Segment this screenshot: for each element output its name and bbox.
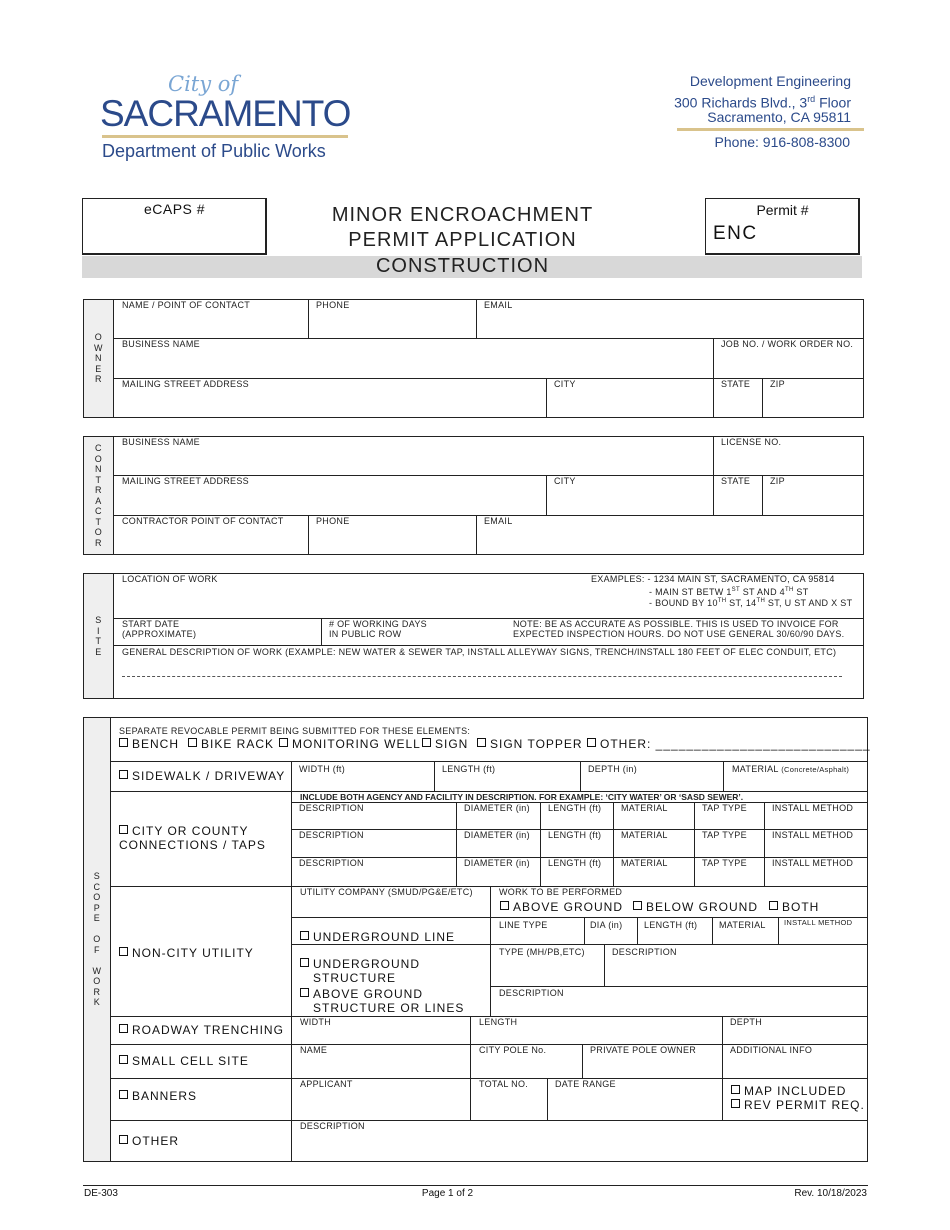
small-cell-checkbox[interactable]: SMALL CELL SITE (119, 1055, 249, 1068)
form-title-line2: PERMIT APPLICATION (348, 229, 577, 251)
sidewalk-length-label: LENGTH (ft) (442, 764, 496, 774)
contractor-state-label: STATE (721, 476, 751, 486)
logo-sacramento: SACRAMENTO (100, 93, 351, 134)
owner-job-label: JOB NO. / WORK ORDER NO. (721, 339, 854, 349)
conn3-description: DESCRIPTION (299, 858, 364, 868)
sidewalk-driveway-checkbox[interactable]: SIDEWALK / DRIVEWAY (119, 770, 285, 783)
underground-structure-label-2: STRUCTURE (313, 971, 396, 985)
city-county-label-2: CONNECTIONS / TAPS (119, 838, 266, 852)
banner-date-range-label: DATE RANGE (555, 1079, 616, 1089)
scope-side-label: S C O P E O F W O R K (92, 871, 102, 1008)
rev-permit-checkbox[interactable]: REV PERMIT REQ. (731, 1099, 865, 1112)
owner-phone-label: PHONE (316, 300, 350, 310)
conn1-diameter: DIAMETER (in) (464, 803, 530, 813)
site-note-2: EXPECTED INSPECTION HOURS. DO NOT USE GENERAL 30/60/90 DAYS. (513, 629, 845, 639)
contractor-contact-label: CONTRACTOR POINT OF CONTACT (122, 516, 284, 526)
conn2-material: MATERIAL (621, 830, 668, 840)
conn1-tap-type: TAP TYPE (702, 803, 747, 813)
ecaps-box[interactable] (82, 198, 267, 255)
element-bike-rack[interactable]: BIKE RACK (188, 738, 274, 751)
trench-width-label: WIDTH (300, 1017, 331, 1027)
ecaps-label: eCAPS # (143, 201, 206, 217)
element-sign-topper[interactable]: SIGN TOPPER (477, 738, 583, 751)
work-performed-label: WORK TO BE PERFORMED (499, 887, 623, 897)
line-type-label: LINE TYPE (499, 920, 548, 930)
above-ground-checkbox[interactable]: ABOVE GROUND (500, 901, 623, 914)
cell-city-pole-label: CITY POLE No. (479, 1045, 547, 1055)
site-section (83, 573, 864, 699)
contractor-zip-label: ZIP (770, 476, 785, 486)
include-note: INCLUDE BOTH AGENCY AND FACILITY IN DESCRIPTION. FOR EXAMPLE: ‘CITY WATER’ OR ‘SASD SEWER’. (300, 792, 744, 802)
conn2-install: INSTALL METHOD (772, 830, 854, 840)
scope-side-label-bg (84, 718, 111, 1161)
conn3-tap-type: TAP TYPE (702, 858, 747, 868)
city-logo (100, 72, 360, 167)
contractor-city-label: CITY (554, 476, 576, 486)
owner-city-label: CITY (554, 379, 576, 389)
conn3-install: INSTALL METHOD (772, 858, 854, 868)
contractor-phone-label: PHONE (316, 516, 350, 526)
line-install-label: INSTALL METHOD (784, 918, 853, 927)
contractor-business-label: BUSINESS NAME (122, 437, 200, 447)
logo-underline (102, 135, 348, 138)
roadway-trenching-checkbox[interactable]: ROADWAY TRENCHING (119, 1024, 284, 1037)
sidewalk-material-label: MATERIAL (Concrete/Asphalt) (732, 764, 850, 774)
permit-label: Permit # (756, 202, 809, 218)
footer-form-number: DE-303 (84, 1188, 118, 1199)
above-ground-structure-label-2: STRUCTURE OR LINES (313, 1001, 465, 1015)
conn3-length: LENGTH (ft) (548, 858, 602, 868)
owner-address-label: MAILING STREET ADDRESS (122, 379, 249, 389)
form-subtitle: CONSTRUCTION (375, 255, 550, 277)
logo-dept: Department of Public Works (102, 141, 326, 161)
utility-company-label: UTILITY COMPANY (SMUD/PG&E/ETC) (300, 887, 473, 897)
city-county-checkbox[interactable]: CITY OR COUNTY (119, 825, 248, 838)
scope-section (83, 717, 871, 1162)
permit-box[interactable] (705, 198, 860, 255)
contact-phone: Phone: 916-808-8300 (714, 134, 850, 150)
trench-length-label: LENGTH (479, 1017, 518, 1027)
cell-name-label: NAME (300, 1045, 328, 1055)
contact-rule (677, 128, 864, 131)
footer-page: Page 1 of 2 (421, 1188, 474, 1199)
owner-side-label-bg (84, 300, 114, 417)
conn1-length: LENGTH (ft) (548, 803, 602, 813)
non-city-utility-checkbox[interactable]: NON-CITY UTILITY (119, 947, 254, 960)
other-checkbox[interactable]: OTHER (119, 1135, 179, 1148)
other-description-label: DESCRIPTION (300, 1121, 365, 1131)
site-side-label-bg (84, 574, 114, 698)
banner-total-label: TOTAL NO. (479, 1079, 529, 1089)
scope-separate-label: SEPARATE REVOCABLE PERMIT BEING SUBMITTED FOR THESE ELEMENTS: (119, 726, 471, 736)
conn1-material: MATERIAL (621, 803, 668, 813)
contact-dept: Development Engineering (689, 73, 851, 89)
underground-line-checkbox[interactable]: UNDERGROUND LINE (300, 931, 455, 944)
dia-label: DIA (in) (590, 920, 623, 930)
conn3-material: MATERIAL (621, 858, 668, 868)
owner-business-label: BUSINESS NAME (122, 339, 200, 349)
banners-checkbox[interactable]: BANNERS (119, 1090, 197, 1103)
both-checkbox[interactable]: BOTH (769, 901, 819, 914)
form-title-line1: MINOR ENCROACHMENT (331, 204, 594, 226)
above-ground-structure-checkbox[interactable]: ABOVE GROUND (300, 988, 423, 1001)
owner-name-label: NAME / POINT OF CONTACT (122, 300, 251, 310)
element-sign[interactable]: SIGN (422, 738, 468, 751)
ag-description-label: DESCRIPTION (499, 988, 564, 998)
trench-depth-label: DEPTH (730, 1017, 763, 1027)
contractor-email-label: EMAIL (484, 516, 513, 526)
element-bench[interactable]: BENCH (119, 738, 179, 751)
line-length-label: LENGTH (ft) (644, 920, 698, 930)
site-days-label-2: IN PUBLIC ROW (329, 629, 402, 639)
site-start-label-2: (APPROXIMATE) (122, 629, 197, 639)
element-monitoring-well[interactable]: MONITORING WELL (279, 738, 421, 751)
sidewalk-depth-label: DEPTH (in) (588, 764, 638, 774)
contractor-side-label-bg (84, 437, 114, 554)
footer-revision: Rev. 10/18/2023 (794, 1188, 867, 1199)
contractor-address-label: MAILING STREET ADDRESS (122, 476, 249, 486)
element-other[interactable]: OTHER: ____________________________ (587, 738, 871, 751)
conn2-diameter: DIAMETER (in) (464, 830, 530, 840)
owner-section (83, 299, 864, 418)
owner-zip-label: ZIP (770, 379, 785, 389)
owner-email-label: EMAIL (484, 300, 513, 310)
footer-rule (83, 1185, 868, 1186)
cell-private-pole-label: PRIVATE POLE OWNER (590, 1045, 697, 1055)
sidewalk-width-label: WIDTH (ft) (299, 764, 345, 774)
conn2-tap-type: TAP TYPE (702, 830, 747, 840)
site-days-label-1: # OF WORKING DAYS (329, 619, 427, 629)
conn2-description: DESCRIPTION (299, 830, 364, 840)
contact-address: 300 Richards Blvd., 3rd Floor (674, 94, 851, 111)
contractor-section (83, 436, 864, 555)
ug-description-label: DESCRIPTION (612, 947, 677, 957)
permit-value: ENC (713, 223, 758, 244)
logo-city-of: City of (168, 72, 239, 96)
site-general-line[interactable] (122, 676, 842, 677)
contact-city: Sacramento, CA 95811 (707, 109, 851, 125)
owner-state-label: STATE (721, 379, 751, 389)
site-example-2: - MAIN ST BETW 1ST ST AND 4TH ST (649, 587, 809, 597)
conn1-install: INSTALL METHOD (772, 803, 854, 813)
type-mh-label: TYPE (MH/PB,ETC) (499, 947, 585, 957)
map-included-checkbox[interactable]: MAP INCLUDED (731, 1085, 846, 1098)
cell-additional-label: ADDITIONAL INFO (730, 1045, 813, 1055)
owner-side-label: O W N E R (94, 332, 103, 385)
site-side-label: S I T E (95, 615, 102, 657)
contractor-license-label: LICENSE NO. (721, 437, 782, 447)
conn1-description: DESCRIPTION (299, 803, 364, 813)
site-start-label-1: START DATE (122, 619, 180, 629)
site-location-label: LOCATION OF WORK (122, 574, 218, 584)
site-example-1: EXAMPLES: - 1234 MAIN ST, SACRAMENTO, CA 95814 (591, 574, 835, 584)
below-ground-checkbox[interactable]: BELOW GROUND (633, 901, 758, 914)
conn3-diameter: DIAMETER (in) (464, 858, 530, 868)
site-example-3: - BOUND BY 10TH ST, 14TH ST, U ST AND X ST (649, 598, 853, 608)
contractor-side-label: C O N T R A C T O R (94, 443, 103, 548)
conn2-length: LENGTH (ft) (548, 830, 602, 840)
line-material-label: MATERIAL (719, 920, 766, 930)
underground-structure-checkbox[interactable]: UNDERGROUND (300, 958, 420, 971)
site-general-label: GENERAL DESCRIPTION OF WORK (EXAMPLE: NEW WATER & SEWER TAP, INSTALL ALLEYWAY SIGNS, TRENCH/INSTALL 180 FEET OF ELEC CONDUIT, ETC) (122, 647, 837, 657)
site-note-1: NOTE: BE AS ACCURATE AS POSSIBLE. THIS IS USED TO INVOICE FOR (513, 619, 839, 629)
banner-applicant-label: APPLICANT (300, 1079, 353, 1089)
